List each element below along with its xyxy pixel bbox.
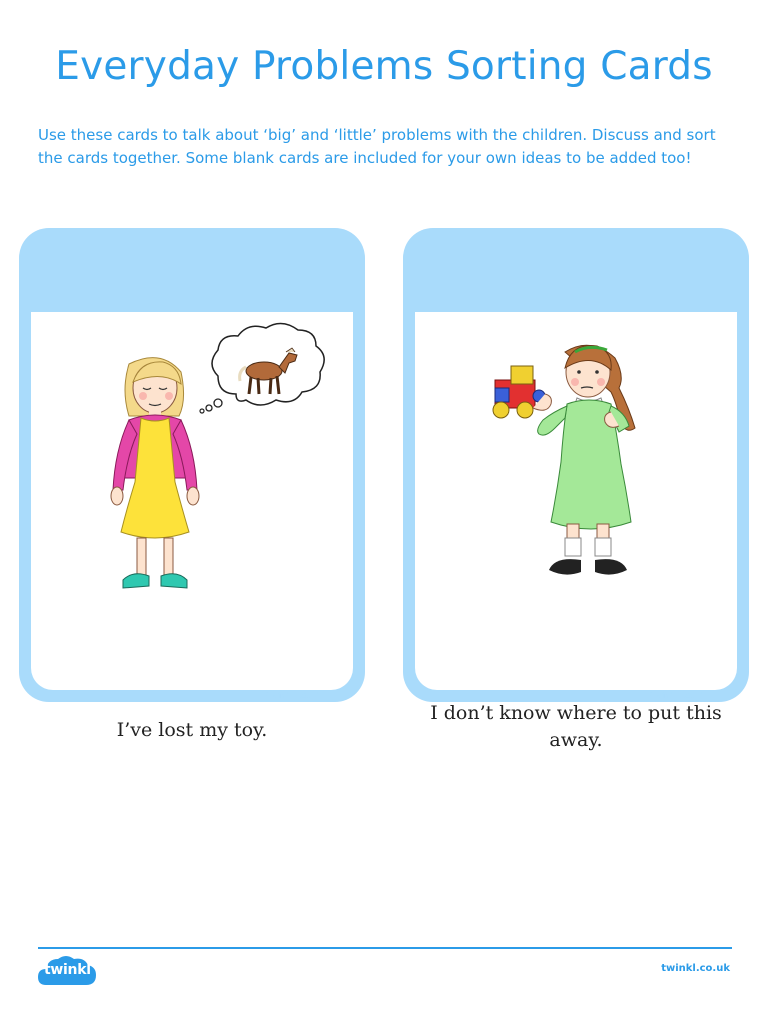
sorting-card-2 xyxy=(403,228,749,751)
girl-thinking-of-toy-horse-icon xyxy=(31,312,353,612)
girl-figure-icon xyxy=(111,358,199,588)
card-1-caption: I’ve lost my toy. xyxy=(116,719,268,741)
card-1-credit: twinkl.co.uk xyxy=(265,691,321,700)
sorting-card-1 xyxy=(19,228,365,741)
girl-holding-toy-train-icon xyxy=(415,312,737,612)
footer-url[interactable]: twinkl.co.uk xyxy=(661,963,730,974)
card-2-caption: I don’t know where to put this away. xyxy=(430,702,722,751)
toy-train-icon xyxy=(493,366,551,418)
card-2-credit: twinkl.co.uk xyxy=(649,691,705,700)
intro-text: Use these cards to talk about ‘big’ and ‘little’ problems with the children. Discuss and sort the cards together. Some blank cards are included for your own ideas to be added too! xyxy=(38,126,716,167)
footer-logo-text: twinkl xyxy=(44,962,91,978)
page-title: Everyday Problems Sorting Cards xyxy=(55,44,713,89)
girl-figure-icon xyxy=(538,345,635,574)
footer-divider xyxy=(38,947,732,949)
